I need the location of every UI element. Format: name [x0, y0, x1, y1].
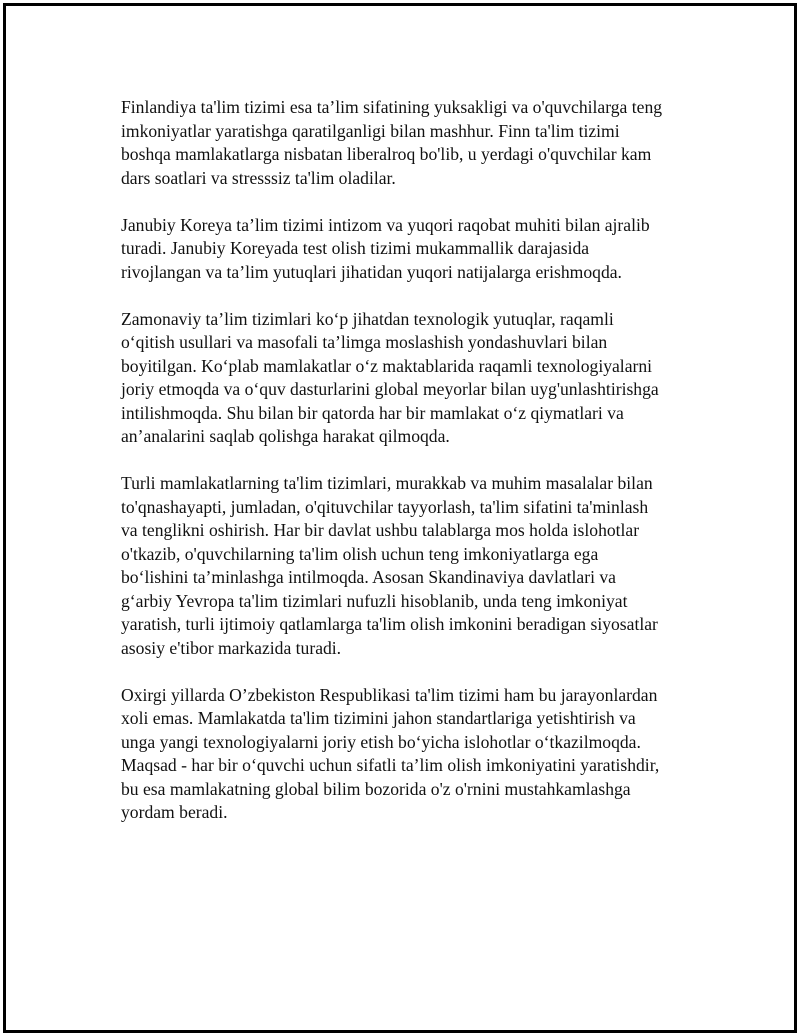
- paragraph-uzbekistan: Oxirgi yillarda O’zbekiston Respublikasi ta'lim tizimi ham bu jarayonlardan xoli emas. Mamlakatda ta'lim tizimini jahon standartlariga yetishtirish va unga yangi texnologiyalarni joriy etish bo‘yicha islohotlar o‘tkazilmoqda. Maqsad - har bir o‘quvchi uchun sifatli ta’lim olish imkoniyatini yaratishdir, bu esa mamlakatning global bilim bozorida o'z o'rnini mustahkamlashga yordam beradi.: [121, 684, 660, 822]
- paragraph-modern-systems: Zamonaviy ta’lim tizimlari ko‘p jihatdan texnologik yutuqlar, raqamli o‘qitish usullari va masofali ta’limga moslashish yondashuvlari bilan boyitilgan. Ko‘plab mamlakatlar o‘z maktablarida raqamli texnologiyalarni joriy etmoqda va o‘quv dasturlarini global meyorlar bilan uyg'unlashtirishga intilishmoqda. Shu bilan bir qatorda har bir mamlakat o‘z qiymatlari va an’analarini saqlab qolishga harakat qilmoqda.: [121, 308, 659, 446]
- page-frame: [3, 3, 797, 1033]
- document-body: [121, 96, 701, 848]
- paragraph-challenges: Turli mamlakatlarning ta'lim tizimlari, murakkab va muhim masalalar bilan to'qnashayapti, jumladan, o'qituvchilar tayyorlash, ta'lim sifatini ta'minlash va tenglikni oshirish. Har bir davlat ushbu talablarga mos holda islohotlar o'tkazib, o'quvchilarning ta'lim olish uchun teng imkoniyatlarga ega bo‘lishini ta’minlashga intilmoqda. Asosan Skandinaviya davlatlari va g‘arbiy Yevropa ta'lim tizimlari nufuzli hisoblanib, unda teng imkoniyat yaratish, turli ijtimoiy qatlamlarga ta'lim olish imkonini beradigan siyosatlar asosiy e'tibor markazida turadi.: [121, 473, 658, 658]
- paragraph-south-korea: Janubiy Koreya ta’lim tizimi intizom va yuqori raqobat muhiti bilan ajralib turadi. Janubiy Koreyada test olish tizimi mukammallik darajasida rivojlangan va ta’lim yutuqlari jihatidan yuqori natijalarga erishmoqda.: [121, 214, 650, 282]
- paragraph-finland: Finlandiya ta'lim tizimi esa ta’lim sifatining yuksakligi va o'quvchilarga teng imkoniyatlar yaratishga qaratilganligi bilan mashhur. Finn ta'lim tizimi boshqa mamlakatlarga nisbatan liberalroq bo'lib, u yerdagi o'quvchilar kam dars soatlari va stresssiz ta'lim oladilar.: [121, 97, 663, 188]
